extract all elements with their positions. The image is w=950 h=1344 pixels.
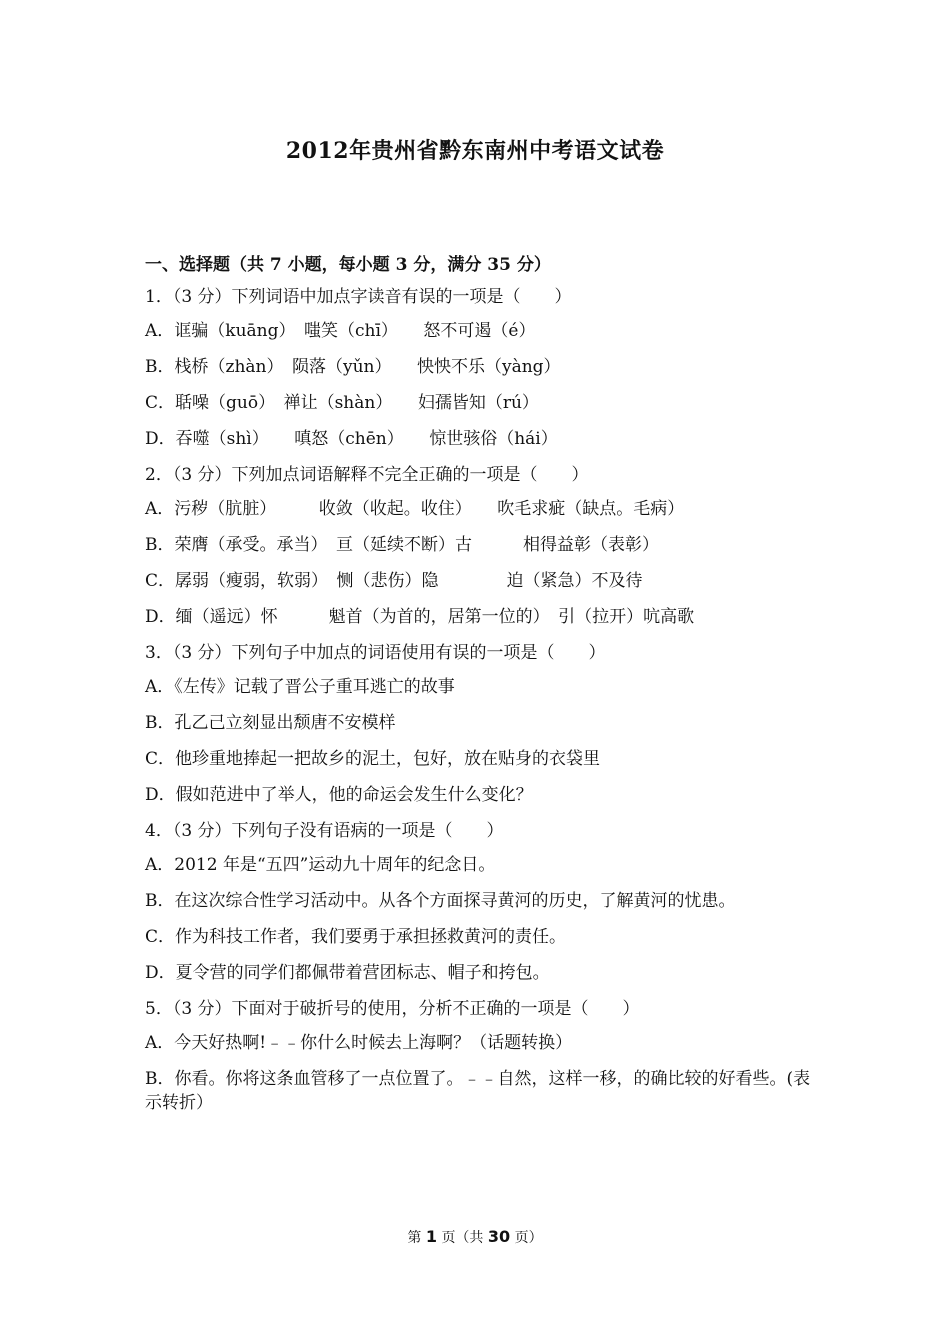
question-3-option-a: A．《左传》记载了晋公子重耳逃亡的故事 (145, 677, 455, 697)
question-1-stem: 1．（3 分）下列词语中加点字读音有误的一项是（ ） (145, 287, 572, 307)
question-1-option-a: A．诓骗（kuāng） 嗤笑（chī） 怒不可遏（é） (145, 321, 536, 341)
question-2-option-d: D．缅（遥远）怀 魁首（为首的，居第一位的） 引（拉开）吭高歌 (145, 607, 695, 627)
question-1-option-d: D．吞噬（shì） 嗔怒（chēn） 惊世骇俗（hái） (145, 429, 558, 449)
question-4-option-c: C．作为科技工作者，我们要勇于承担拯救黄河的责任。 (145, 927, 567, 947)
question-2-option-b: B．荣膺（承受。承当） 亘（延续不断）古 相得益彰（表彰） (145, 535, 659, 555)
page-footer (0, 1227, 950, 1247)
question-4-stem: 4．（3 分）下列句子没有语病的一项是（ ） (145, 821, 504, 841)
question-1-option-b: B．栈桥（zhàn） 陨落（yǔn） 怏怏不乐（yàng） (145, 357, 561, 377)
question-4-option-d: D．夏令营的同学们都佩带着营团标志、帽子和挎包。 (145, 963, 550, 983)
page-title: 2012年贵州省黔东南州中考语文试卷 (285, 138, 665, 164)
footer-total-pages: 30 (487, 1227, 511, 1246)
footer-page-number: 1 (425, 1227, 437, 1246)
question-4-option-a: A．2012 年是“五四”运动九十周年的纪念日。 (145, 855, 496, 875)
question-2-stem: 2．（3 分）下列加点词语解释不完全正确的一项是（ ） (145, 465, 589, 485)
question-3-stem: 3．（3 分）下列句子中加点的词语使用有误的一项是（ ） (145, 643, 606, 663)
question-3-option-d: D．假如范进中了举人，他的命运会发生什么变化？ (145, 785, 533, 805)
question-5-option-b: B．你看。你将这条血管移了一点位置了。﹣﹣自然，这样一移，的确比较的好看些。(表示转折） (145, 1069, 811, 1113)
question-list (145, 285, 815, 1127)
question-3-option-b: B．孔乙己立刻显出颓唐不安模样 (145, 713, 396, 733)
footer-prefix: 第 (407, 1230, 422, 1246)
question-3-option-c: C．他珍重地捧起一把故乡的泥土，包好，放在贴身的衣袋里 (145, 749, 601, 769)
question-5-stem: 5．（3 分）下面对于破折号的使用，分析不正确的一项是（ ） (145, 999, 640, 1019)
footer-middle: 页（共 (441, 1230, 484, 1246)
question-1-option-c: C．聒噪（guō） 禅让（shàn） 妇孺皆知（rú） (145, 393, 539, 413)
footer-suffix: 页） (514, 1230, 543, 1246)
section-heading: 一、选择题（共 7 小题，每小题 3 分，满分 35 分） (145, 255, 551, 275)
question-4-option-b: B．在这次综合性学习活动中。从各个方面探寻黄河的历史，了解黄河的忧患。 (145, 891, 736, 911)
question-5-option-a: A．今天好热啊!﹣﹣你什么时候去上海啊？（话题转换） (145, 1033, 573, 1053)
question-2-option-c: C．孱弱（瘦弱，软弱） 恻（悲伤）隐 迫（紧急）不及待 (145, 571, 643, 591)
question-2-option-a: A．污秽（肮脏） 收敛（收起。收住） 吹毛求疵（缺点。毛病） (145, 499, 685, 519)
